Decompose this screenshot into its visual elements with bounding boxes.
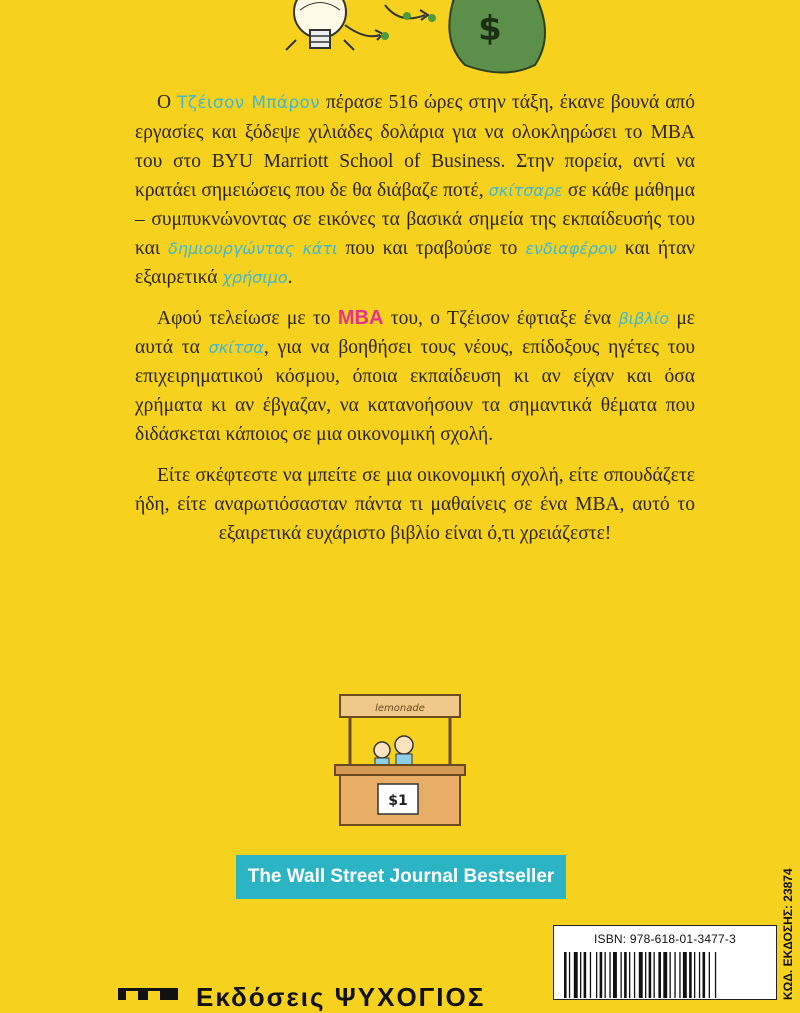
dot-icon (381, 32, 389, 40)
money-bag-icon (449, 0, 545, 73)
text-run: του, ο Τζέισον έφτιαξε ένα (383, 308, 619, 329)
bestseller-banner (236, 855, 566, 899)
paragraph-3: Είτε σκέφτεστε να μπείτε σε μια οικονομική σχολή, είτε σπουδάζετε ήδη, είτε αναρωτιόσασταν πάντα τι μαθαίνεις σε ένα MBA, αυτό το εξαιρετικά ευχάριστο βιβλίο είναι ό,τι χρειάζεστε! (135, 465, 695, 544)
lemonade-stand-illustration (320, 690, 480, 830)
highlight-word: βιβλίο (618, 309, 669, 328)
idea-to-money-illustration (0, 0, 800, 100)
publisher-logo-icon (118, 986, 178, 1000)
text-run: και ήταν εξαιρετικά (135, 238, 696, 288)
price-tag-label: $1 (388, 793, 408, 809)
person-icon (374, 742, 390, 758)
bestseller-text: The Wall Street Journal Bestseller (247, 866, 555, 887)
highlight-word: σκίτσαρε (488, 181, 563, 200)
description-text (135, 88, 695, 560)
text-run: πέρασε 516 ώρες στην τάξη, έκανε βουνά από εργασίες και ξόδεψε χιλιάδες δολάρια για να ολοκληρώσει το MBA του στο BYU Marriott School of Business. Στην πορεία, αντί να κρατάει σημειώσεις που δε θα διάβαζε ποτέ, (135, 92, 695, 201)
text-run: που και τραβούσε το (337, 238, 526, 259)
text-run: , για να βοηθήσει τους νέους, επίδοξους ηγέτες του επιχειρηματικού κόσμου, όποια εκπαίδευση κι αν είχαν και όσα χρήματα κι αν έβγαζαν, να κατανοήσουν τα σημαντικά θέματα που διδάσκεται κάποιος σε μια οικονομική σχολή. (135, 337, 695, 445)
text-run: Ο (157, 92, 178, 113)
text-run: σε κάθε μάθημα – συμπυκνώνοντας σε εικόνες τα βασικά σημεία της εκπαίδευσής του και (135, 180, 696, 259)
publisher-name: Εκδόσεις ΨΥΧΟΓΙΟΣ (196, 982, 486, 1012)
publisher-footer (118, 982, 488, 1012)
barcode-image (560, 950, 770, 1000)
person-icon (395, 736, 413, 754)
highlight-word: δημιουργώντας κάτι (168, 239, 338, 258)
paragraph-1 (135, 88, 695, 292)
dot-icon (428, 14, 436, 22)
bag-symbol-label: $ (478, 9, 502, 49)
edition-code: ΚΩΔ. ΕΚΔΟΣΗΣ: 23874 (781, 868, 795, 1000)
stand-sign-label: lemonade (375, 703, 425, 714)
paragraph-2 (135, 304, 695, 449)
highlight-word: χρήσιμο (222, 268, 288, 287)
text-run: . (287, 267, 293, 288)
isbn-barcode-box (553, 925, 777, 1000)
highlight-word: σκίτσα (208, 338, 264, 357)
text-run: με αυτά τα (135, 308, 695, 358)
mba-highlight: MBA (337, 307, 384, 329)
text-run: Αφού τελείωσε με το (157, 308, 338, 329)
lightbulb-icon (286, 0, 354, 50)
isbn-number: ISBN: 978-618-01-3477-3 (593, 932, 737, 946)
dot-icon (403, 12, 411, 20)
author-name-highlight: Τζέισον Μπάρον (177, 93, 320, 113)
highlight-word: ενδιαφέρον (525, 239, 617, 258)
